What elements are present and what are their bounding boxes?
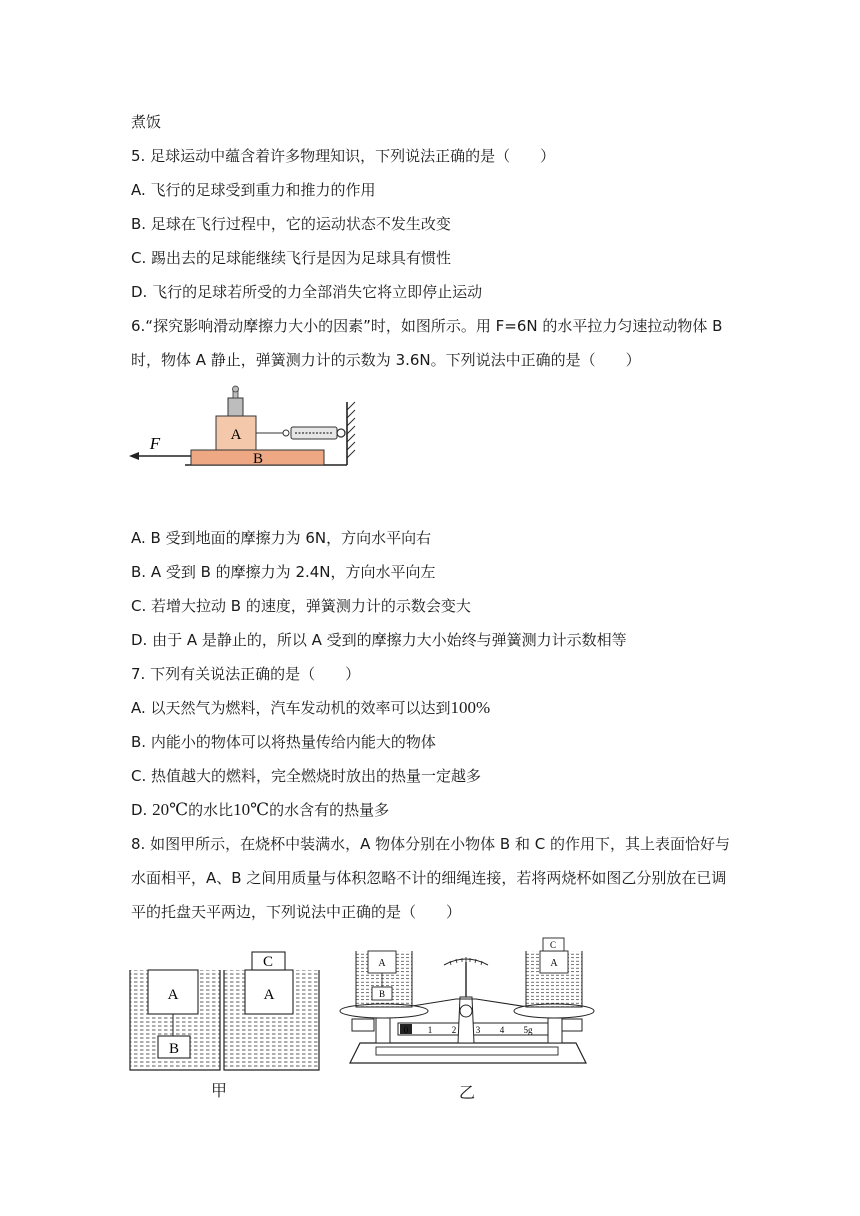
- object-b-label: B: [378, 989, 386, 999]
- question-7-option-c: C. 热值越大的燃料，完全燃烧时放出的热量一定越多: [131, 767, 482, 785]
- object-c-label: C: [262, 954, 274, 970]
- figure-caption-yi: 乙: [459, 1085, 476, 1102]
- question-6-stem-line2: 时，物体 A 静止，弹簧测力计的示数为 3.6N。下列说法中正确的是（ ）: [131, 351, 641, 369]
- force-arrowhead: [129, 452, 139, 460]
- question-5-option-d: D. 飞行的足球若所受的力全部消失它将立即停止运动: [131, 283, 483, 301]
- question-7-option-d: [131, 800, 389, 820]
- balance-base-slot: [376, 1047, 558, 1055]
- adjusting-nut-left: [352, 1019, 374, 1031]
- scale-hook: [283, 430, 289, 436]
- scale-tick-label: 1: [427, 1025, 433, 1035]
- question-6-stem-line1: 6.“探究影响滑动摩擦力大小的因素”时，如图所示。用 F=6N 的水平拉力匀速拉动物体 B: [131, 317, 723, 335]
- text-line: 煮饭: [131, 113, 162, 131]
- object-a-label: A: [167, 987, 179, 1003]
- question-6-option-c: C. 若增大拉动 B 的速度，弹簧测力计的示数会变大: [131, 597, 471, 615]
- pan-stand-left: [376, 1018, 390, 1043]
- block-a-label: A: [230, 427, 242, 443]
- question-5-option-b: B. 足球在飞行过程中，它的运动状态不发生改变: [131, 215, 451, 233]
- temperature-value: 20℃: [152, 800, 189, 819]
- weight-hook: [233, 386, 239, 392]
- scale-tick-label: 3: [475, 1025, 481, 1035]
- object-a-label: A: [378, 958, 386, 969]
- temperature-value: 10℃: [233, 800, 270, 819]
- question-8-stem-line3: 平的托盘天平两边，下列说法中正确的是（ ）: [131, 903, 462, 921]
- question-6-option-a: A. B 受到地面的摩擦力为 6N，方向水平向右: [131, 529, 432, 547]
- question-5-stem: 5. 足球运动中蕴含着许多物理知识，下列说法正确的是（ ）: [131, 147, 556, 165]
- figure-caption-jia: 甲: [211, 1083, 228, 1100]
- object-b-label: B: [168, 1041, 180, 1057]
- pillar: [458, 997, 474, 1043]
- question-7-option-b: B. 内能小的物体可以将热量传给内能大的物体: [131, 733, 436, 751]
- scale-tick-label: 5g: [523, 1025, 533, 1035]
- question-8-stem-line2: 水面相平，A、B 之间用质量与体积忽略不计的细绳连接，若将两烧杯如图乙分别放在已调: [131, 869, 727, 887]
- friction-experiment-figure: [125, 380, 365, 475]
- adjusting-nut-right: [560, 1019, 582, 1031]
- pan-stand-right: [548, 1018, 562, 1043]
- weight: [228, 398, 243, 416]
- beaker-figure-jia: [128, 948, 328, 1076]
- question-7-stem: 7. 下列有关说法正确的是（ ）: [131, 665, 361, 683]
- efficiency-value: 100%: [450, 698, 491, 717]
- scale-ring: [337, 429, 345, 437]
- question-5-option-c: C. 踢出去的足球能继续飞行是因为足球具有惯性: [131, 249, 452, 267]
- wall-hatching: [347, 402, 355, 458]
- object-a-label: A: [263, 987, 275, 1003]
- option-prefix: D.: [131, 801, 153, 819]
- question-7-option-a: [131, 698, 490, 718]
- object-a-label: A: [550, 958, 558, 969]
- object-c-label: C: [549, 940, 557, 950]
- question-6-option-b: B. A 受到 B 的摩擦力为 2.4N，方向水平向左: [131, 563, 436, 581]
- scale-tick-label: 0: [403, 1025, 409, 1035]
- force-label: F: [149, 434, 161, 453]
- block-b-label: B: [252, 451, 264, 467]
- scale-tick-label: 2: [451, 1025, 457, 1035]
- question-5-option-a: A. 飞行的足球受到重力和推力的作用: [131, 181, 376, 199]
- balance-figure-yi: [336, 935, 598, 1080]
- question-6-option-d: D. 由于 A 是静止的，所以 A 受到的摩擦力大小始终与弹簧测力计示数相等: [131, 631, 627, 649]
- question-8-stem-line1: 8. 如图甲所示，在烧杯中装满水，A 物体分别在小物体 B 和 C 的作用下，其上表面恰好与: [131, 835, 730, 853]
- pivot: [460, 1005, 472, 1017]
- option-text: 的水比: [188, 801, 234, 819]
- option-text: 的水含有的热量多: [269, 801, 390, 819]
- scale-tick-label: 4: [499, 1025, 505, 1035]
- option-text: A. 以天然气为燃料，汽车发动机的效率可以达到: [131, 699, 451, 717]
